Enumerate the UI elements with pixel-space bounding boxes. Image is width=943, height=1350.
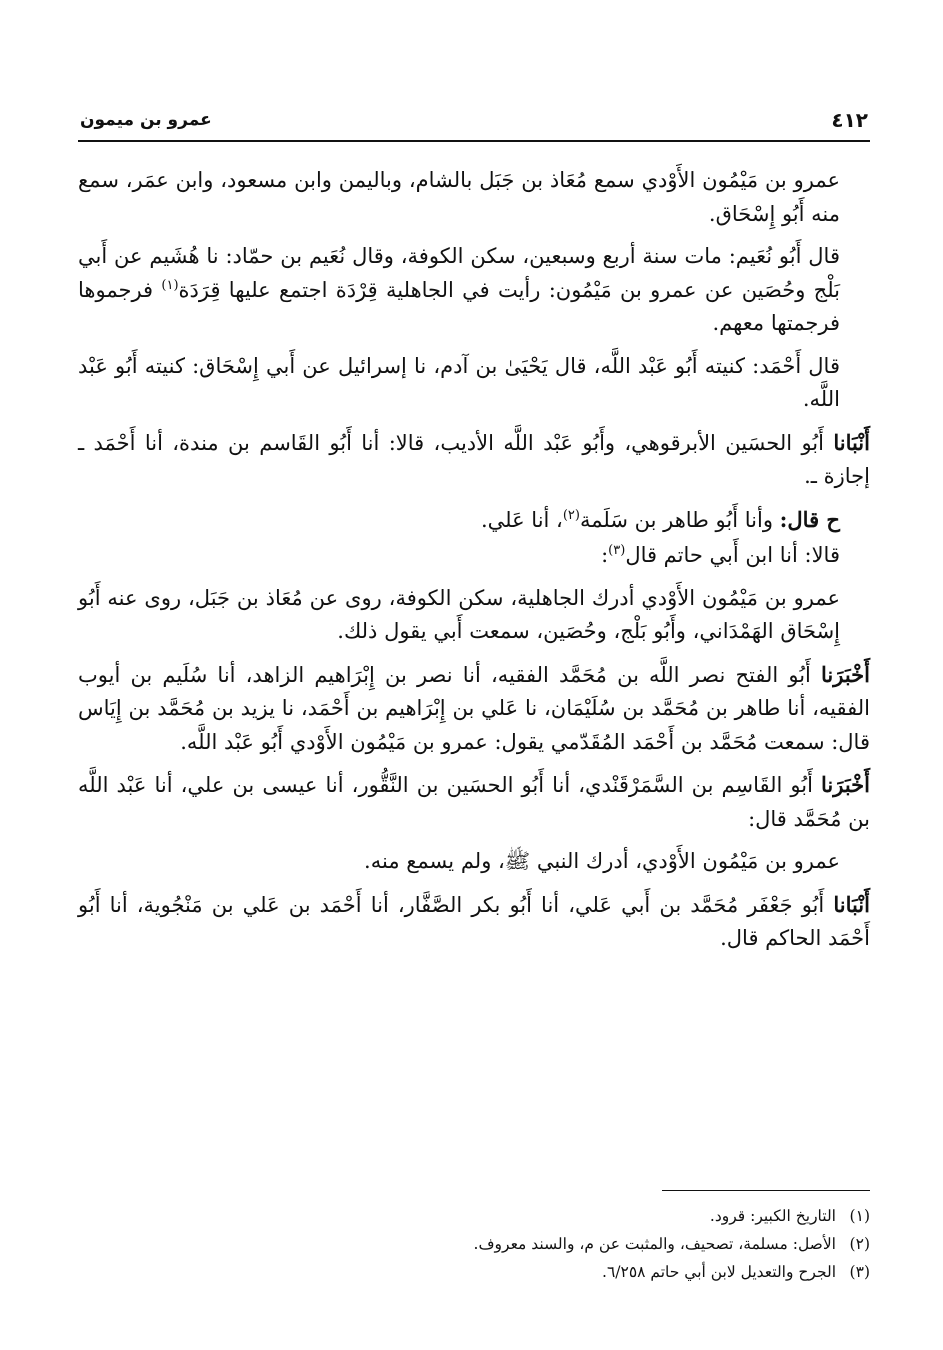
footnote-divider xyxy=(662,1190,870,1191)
paragraph xyxy=(78,350,870,417)
paragraph xyxy=(78,539,870,573)
paragraph-text-tail: ، أنا عَلي. xyxy=(480,507,563,532)
paragraph-text: وأنا أَبُو طاهر بن سَلَمة xyxy=(579,507,780,532)
paragraph-text: قال أَحْمَد: كنيته أَبُو عَبْد اللَّه، قال يَحْيَىٰ بن آدم، نا إسرائيل عن أَبي إِسْحَاق: كنيته أَبُو عَبْد اللَّه. xyxy=(78,353,840,411)
footnote-text: الجرح والتعديل لابن أبي حاتم ٦/٢٥٨. xyxy=(602,1263,836,1281)
paragraph-text: عمرو بن مَيْمُون الأَوْدي أدرك الجاهلية، سكن الكوفة، روى عن مُعَاذ بن جَبَل، روى عنه أَبُو إِسْحَاق الهَمْدَاني، وأَبُو بَلْج، وحُصَين، سمعت أَبي يقول ذلك. xyxy=(78,585,840,643)
footnote-text: الأصل: مسلمة، تصحيف، والمثبت عن م، والسند معروف. xyxy=(473,1235,836,1253)
paragraph-text: أَبُو القَاسِم بن السَّمَرْقَنْدي، أنا أَبُو الحسَين بن النَّقُّور، أنا عيسى بن علي، أنا عَبْد اللَّه بن مُحَمَّد قال: xyxy=(78,773,870,831)
paragraph-text: أَبُو الفتح نصر اللَّه بن مُحَمَّد الفقيه، أنا نصر بن إِبْرَاهيم الزاهد، أنا سُلَيم بن أيوب الفقيه، أنا طاهر بن مُحَمَّد بن سُلَيْمَان، نا عَلي بن إِبْرَاهيم بن أَحْمَد، نا يزيد بن مُحَمَّد بن إِيَاس قال: سمعت مُحَمَّد بن أَحْمَد المُقَدّمي يقول: عمرو بن مَيْمُون الأَوْدي أَبُو عَبْد اللَّه. xyxy=(78,662,870,754)
paragraph xyxy=(78,845,870,879)
paragraph-text: عمرو بن مَيْمُون الأَوْدي، أدرك النبي ﷺ، ولم يسمع منه. xyxy=(364,849,840,873)
footnote xyxy=(78,1202,870,1230)
footnote-number: (٢) xyxy=(849,1235,870,1253)
transmission-lead: ح قال: xyxy=(779,506,840,532)
paragraph-text: أَبُو جَعْفَر مُحَمَّد بن أَبي عَلي، أنا أَبُو بكر الصَّفَّار، أنا أَحْمَد بن عَلي بن مَنْجُوية، أنا أَبُو أَحْمَد الحاكم قال. xyxy=(78,892,870,950)
paragraph-text: عمرو بن مَيْمُون الأَوْدي سمع مُعَاذ بن جَبَل بالشام، وباليمن وابن مسعود، وابن عمَر، سمع منه أَبُو إِسْحَاق. xyxy=(78,168,840,226)
running-title: عمرو بن ميمون xyxy=(80,110,212,130)
paragraph xyxy=(78,658,870,760)
page-header xyxy=(78,108,870,142)
paragraph-text: قال أَبُو نُعَيم: مات سنة أربع وسبعين، سكن الكوفة، وقال نُعَيم بن حمّاد: نا هُشَيم عن أَبي بَلْج وحُصَين عن عمرو بن مَيْمُون: رأيت في الجاهلية قِرْدَة اجتمع عليها قِرَدَة xyxy=(78,244,840,302)
footnote xyxy=(78,1230,870,1258)
book-page xyxy=(78,108,870,1281)
footnote-marker[interactable]: (٣) xyxy=(608,543,626,558)
footnote xyxy=(78,1258,870,1286)
footnote-marker[interactable]: (١) xyxy=(161,277,179,293)
paragraph-text: أَبُو الحسَين الأبرقوهي، وأَبُو عَبْد اللَّه الأديب، قالا: أنا أَبُو القَاسم بن مندة، أنا أَحْمَد ـ إجازة ـ. xyxy=(78,430,870,488)
paragraph xyxy=(78,888,870,956)
paragraph xyxy=(78,240,870,341)
transmission-lead: أَنْبَانا xyxy=(833,891,870,917)
paragraph xyxy=(78,426,870,494)
paragraph-text-tail: فرجموها فرجمتها معهم. xyxy=(78,277,840,335)
footnote-text: التاريخ الكبير: قرود. xyxy=(709,1207,836,1225)
paragraph xyxy=(78,503,870,538)
paragraph xyxy=(78,582,870,649)
main-text xyxy=(78,164,870,956)
footnotes xyxy=(78,1202,870,1286)
transmission-lead: أَخْبَرَنا xyxy=(821,772,870,797)
footnote-number: (٣) xyxy=(849,1263,870,1281)
paragraph xyxy=(78,768,870,836)
paragraph xyxy=(78,164,870,231)
footnote-marker[interactable]: (٢) xyxy=(562,507,580,523)
footnote-number: (١) xyxy=(849,1207,870,1225)
transmission-lead: أَنْبَانا xyxy=(833,429,870,455)
transmission-lead: أَخْبَرَنا xyxy=(821,661,870,687)
paragraph-text: قالا: أنا ابن أَبي حاتم قال xyxy=(625,543,840,567)
page-number: ٤١٢ xyxy=(831,108,868,132)
paragraph-text-tail: : xyxy=(601,543,609,567)
